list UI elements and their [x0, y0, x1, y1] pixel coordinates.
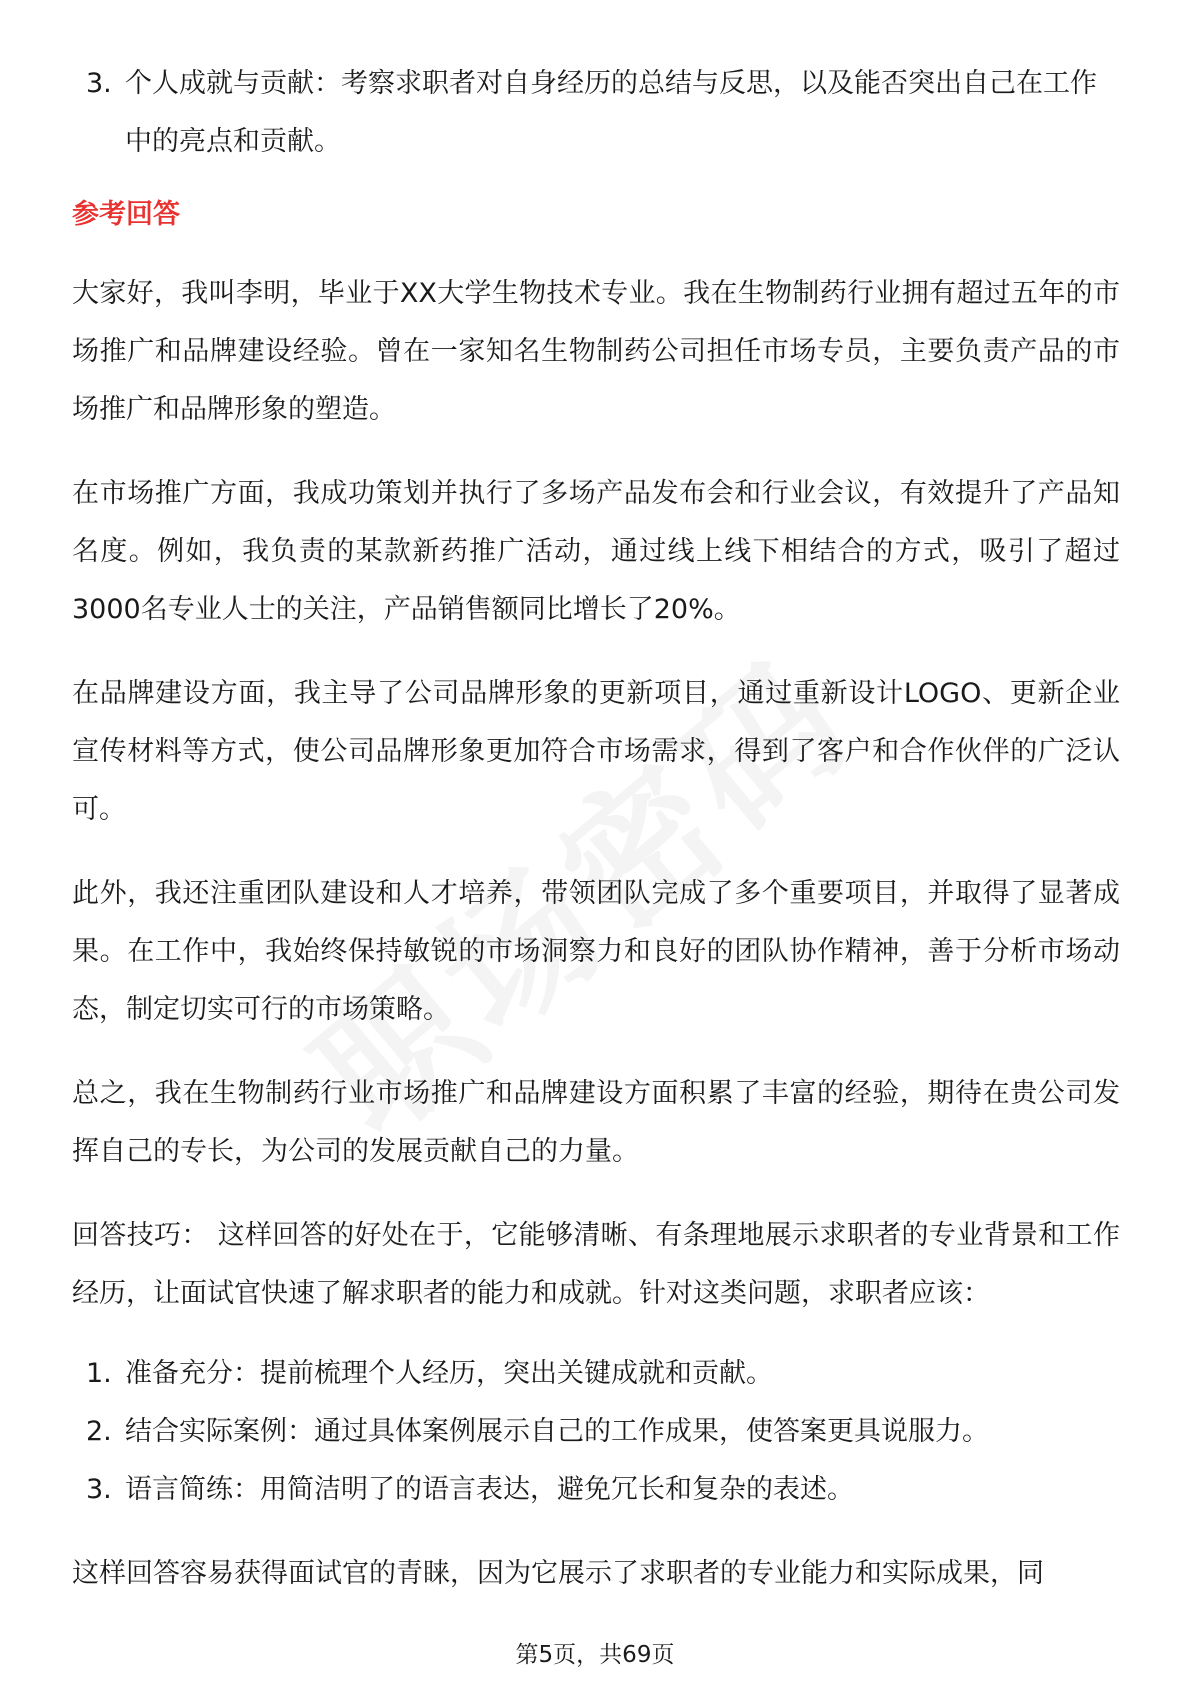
tips-list — [72, 1345, 1120, 1519]
list-item — [72, 1461, 1120, 1519]
answer-paragraph-summary: 总之，我在生物制药行业市场推广和品牌建设方面积累了丰富的经验，期待在贵公司发挥自己的专长，为公司的发展贡献自己的力量。 — [72, 1078, 1120, 1167]
criteria-item-3 — [72, 55, 1120, 171]
answer-paragraph-team: 此外，我还注重团队建设和人才培养，带领团队完成了多个重要项目，并取得了显著成果。在工作中，我始终保持敏锐的市场洞察力和良好的团队协作精神，善于分析市场动态，制定切实可行的市场策略。 — [72, 878, 1120, 1025]
page-number: 第5页，共69页 — [515, 1642, 675, 1668]
list-item-text: 结合实际案例：通过具体案例展示自己的工作成果，使答案更具说服力。 — [125, 1416, 989, 1447]
answer-tips-intro: 回答技巧： 这样回答的好处在于，它能够清晰、有条理地展示求职者的专业背景和工作经历，让面试官快速了解求职者的能力和成就。针对这类问题，求职者应该： — [72, 1220, 1120, 1309]
criteria-text: 个人成就与贡献：考察求职者对自身经历的总结与反思，以及能否突出自己在工作中的亮点和贡献。 — [125, 68, 1097, 157]
document-page — [72, 55, 1120, 1603]
list-item — [72, 1345, 1120, 1403]
list-number: 3. — [86, 68, 112, 99]
answer-paragraph-branding: 在品牌建设方面，我主导了公司品牌形象的更新项目，通过重新设计LOGO、更新企业宣传材料等方式，使公司品牌形象更加符合市场需求，得到了客户和合作伙伴的广泛认可。 — [72, 678, 1120, 825]
list-number: 3. — [86, 1474, 112, 1505]
closing-paragraph: 这样回答容易获得面试官的青睐，因为它展示了求职者的专业能力和实际成果，同 — [72, 1558, 1044, 1589]
answer-paragraph-intro: 大家好，我叫李明，毕业于XX大学生物技术专业。我在生物制药行业拥有超过五年的市场推广和品牌建设经验。曾在一家知名生物制药公司担任市场专员，主要负责产品的市场推广和品牌形象的塑造。 — [72, 278, 1120, 425]
list-item-text: 准备充分：提前梳理个人经历，突出关键成就和贡献。 — [125, 1358, 773, 1389]
list-item — [72, 1403, 1120, 1461]
answer-paragraph-marketing: 在市场推广方面，我成功策划并执行了多场产品发布会和行业会议，有效提升了产品知名度。例如，我负责的某款新药推广活动，通过线上线下相结合的方式，吸引了超过3000名专业人士的关注，产品销售额同比增长了20%。 — [72, 478, 1120, 625]
list-number: 1. — [86, 1358, 112, 1389]
list-item-text: 语言简练：用简洁明了的语言表达，避免冗长和复杂的表述。 — [125, 1474, 854, 1505]
section-heading: 参考回答 — [72, 199, 180, 230]
list-number: 2. — [86, 1416, 112, 1447]
